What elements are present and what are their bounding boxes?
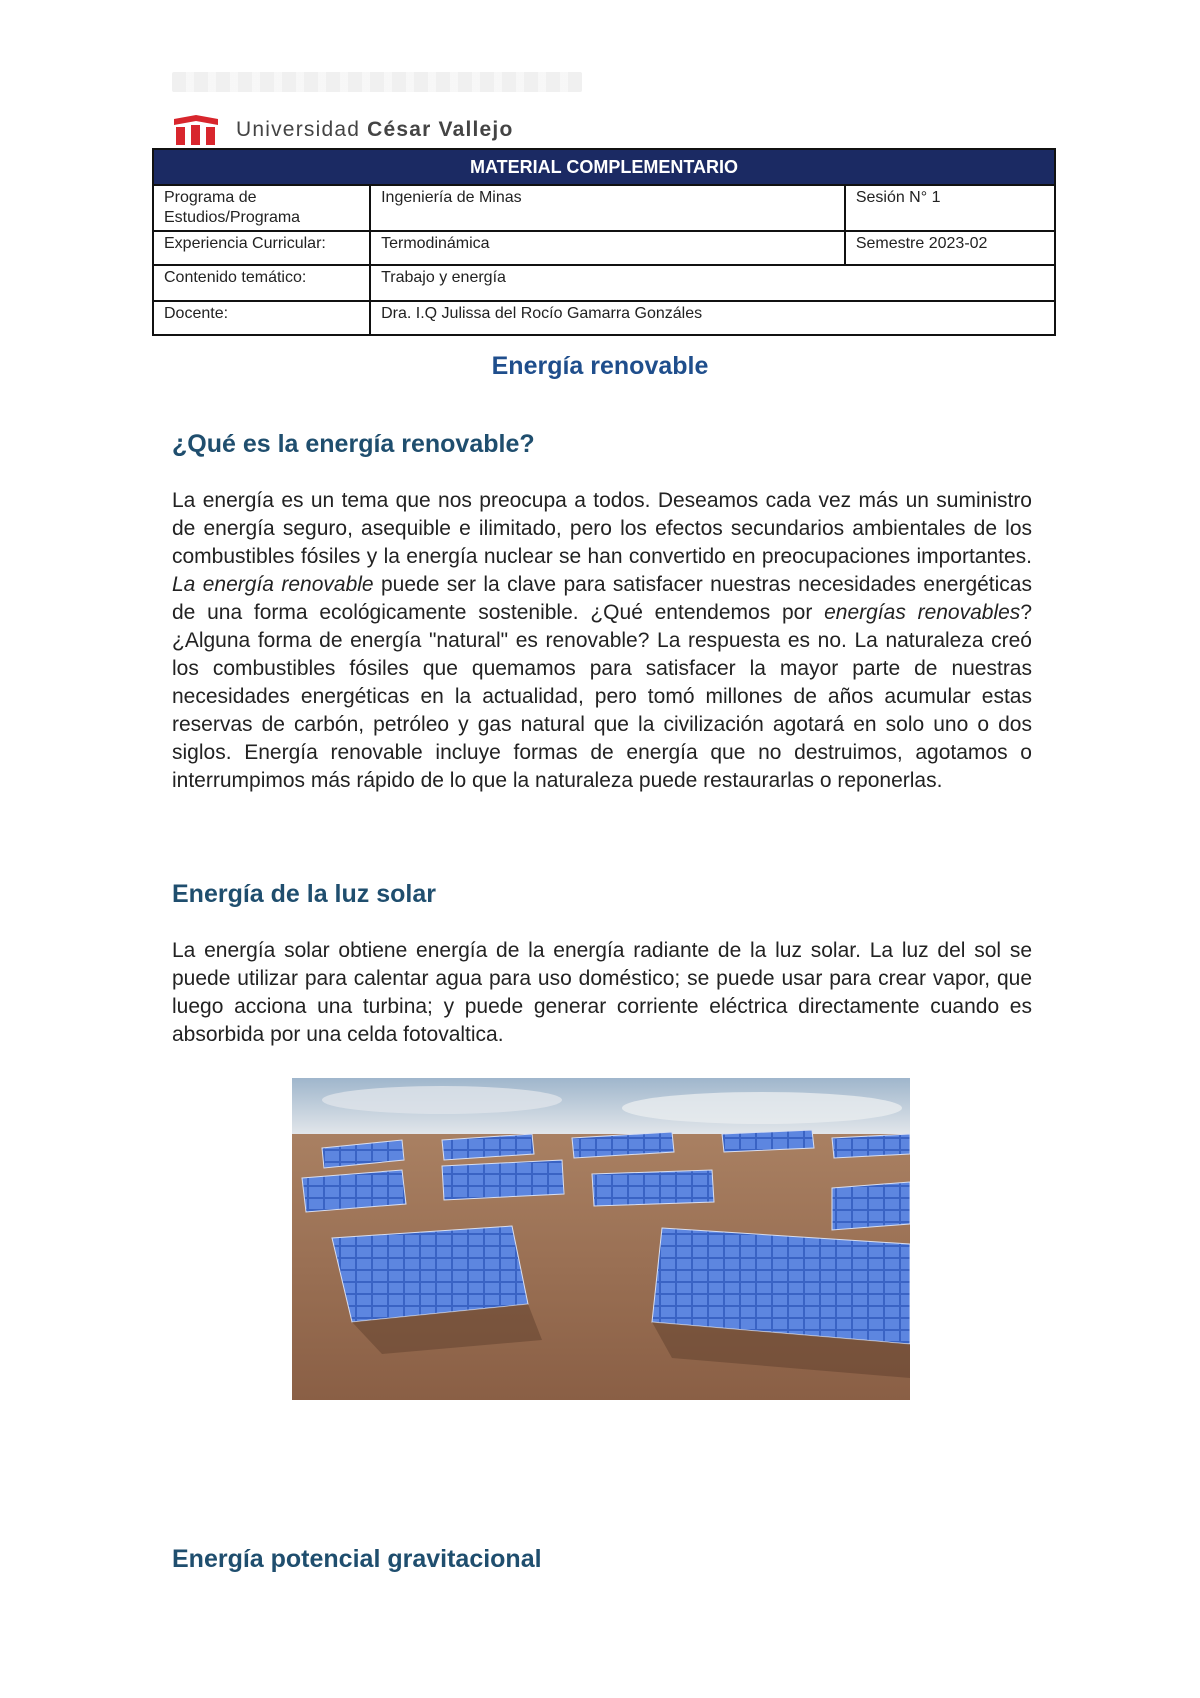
topic-value: Trabajo y energía: [370, 265, 1055, 301]
section-heading-solar: Energía de la luz solar: [172, 880, 436, 908]
university-logo: [172, 110, 513, 150]
solar-panels-photo: [292, 1078, 910, 1400]
paragraph-renewable: La energía es un tema que nos preocupa a todos. Deseamos cada vez más un suministro de energía seguro, asequible e ilimitado, pero los efectos secundarios ambientales de los combustibles fósiles y la energía nuclear se han convertido en preocupaciones importantes. La energía renovable puede ser la clave para satisfacer nuestras necesidades energéticas de una forma ecológicamente sostenible. ¿Qué entendemos por energías renovables? ¿Alguna forma de energía "natural" es renovable? La respuesta es no. La naturaleza creó los combustibles fósiles que quemamos para satisfacer la mayor parte de nuestras necesidades energéticas en la actualidad, pero tomó millones de años acumular estas reservas de carbón, petróleo y gas natural que la civilización agotará en solo uno o dos siglos. Energía renovable incluye formas de energía que no destruimos, agotamos o interrumpimos más rápido de lo que la naturaleza puede restaurarlas o reponerlas.: [172, 489, 1032, 792]
ucv-logo-icon: [172, 113, 220, 147]
university-name: Universidad César Vallejo: [236, 118, 514, 141]
session-value: Sesión N° 1: [845, 185, 1055, 231]
course-value: Termodinámica: [370, 231, 845, 265]
teacher-value: Dra. I.Q Julissa del Rocío Gamarra Gonzáles: [370, 301, 1055, 335]
course-label: Experiencia Curricular:: [153, 231, 370, 265]
section-heading-renewable: ¿Qué es la energía renovable?: [172, 430, 535, 458]
program-value: Ingeniería de Minas: [370, 185, 845, 231]
teacher-label: Docente:: [153, 301, 370, 335]
paragraph-solar: La energía solar obtiene energía de la energía radiante de la luz solar. La luz del sol se puede utilizar para calentar agua para uso doméstico; se puede usar para crear vapor, que luego acciona una turbina; y puede generar corriente eléctrica directamente cuando es absorbida por una celda fotovaltica.: [172, 939, 1032, 1046]
table-title: MATERIAL COMPLEMENTARIO: [153, 149, 1055, 185]
document-title: Energía renovable: [491, 352, 709, 380]
faded-header-strip: [172, 72, 582, 92]
semester-value: Semestre 2023-02: [845, 231, 1055, 265]
section-heading-gravitational: Energía potencial gravitacional: [172, 1545, 542, 1573]
course-info-table: [152, 148, 1056, 336]
topic-label: Contenido temático:: [153, 265, 370, 301]
program-label: Programa de Estudios/Programa: [153, 185, 370, 231]
